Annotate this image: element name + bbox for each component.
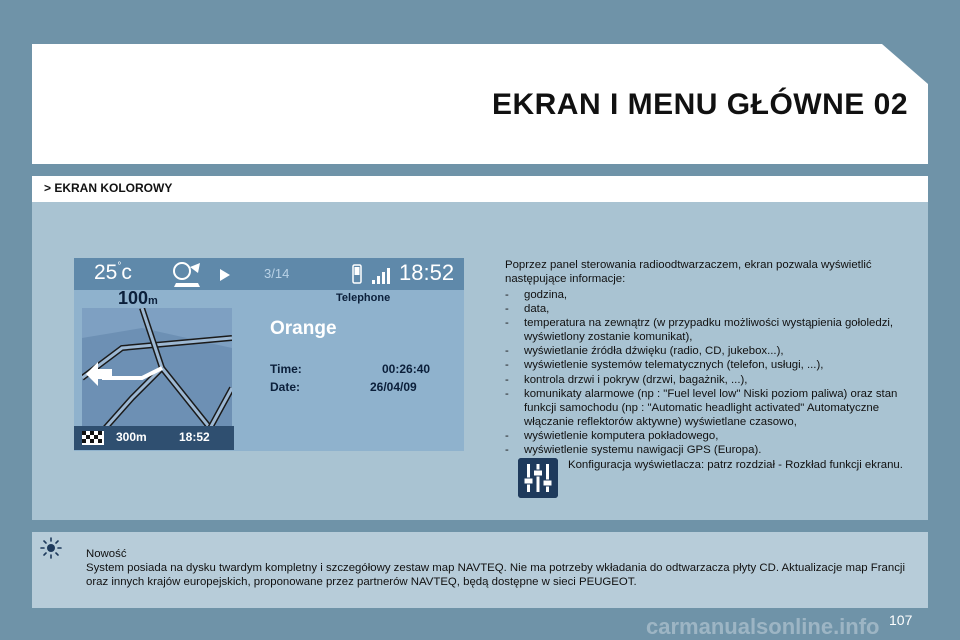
watermark: carmanualsonline.info [646, 614, 880, 639]
signal-icon [372, 266, 390, 284]
turn-arrow-icon [86, 362, 112, 386]
distance-unit: m [148, 295, 158, 307]
list-item: - wyświetlenie komputera pokładowego, [505, 429, 915, 443]
phone-icon [352, 264, 362, 284]
list-item: - wyświetlanie źródła dźwięku (radio, CD, jukebox...), [505, 344, 915, 358]
distance-value: 100 [118, 288, 149, 308]
page-number: 107 [889, 612, 913, 628]
screen-distance [118, 288, 158, 309]
screen-footer-time: 18:52 [179, 430, 210, 444]
list-item: - data, [505, 302, 915, 316]
sliders-icon [518, 458, 558, 498]
list-item: - wyświetlenie systemu nawigacji GPS (Europa). [505, 443, 915, 457]
screen-time-value: 00:26:40 [382, 362, 431, 376]
section-heading: > EKRAN KOLOROWY [44, 181, 173, 195]
page-title: EKRAN I MENU GŁÓWNE 02 [491, 88, 908, 121]
screen-footer-distance: 300m [116, 430, 147, 444]
checkered-flag-icon [82, 431, 104, 445]
screen-track-counter: 3/14 [264, 266, 290, 281]
screen-date-label: Date: [270, 380, 301, 394]
temperature-degree: ° [117, 261, 122, 272]
screen-source-label: Telephone [336, 292, 391, 304]
screen-temperature [94, 261, 132, 285]
list-item: - godzina, [505, 288, 915, 302]
list-item: - komunikaty alarmowe (np : "Fuel level low" Niski poziom paliwa) oraz stan funkcji samochodu (np : "Automatic headlight activated" Automatyczne włączanie reflektorów aktywne) wyświetlane czasowo, [505, 387, 915, 429]
feature-list [505, 288, 915, 457]
screen-clock: 18:52 [399, 260, 455, 285]
screen-operator: Orange [270, 318, 337, 339]
temperature-value: 25 [94, 261, 118, 284]
gps-icon [170, 261, 204, 289]
screen-time-label: Time: [270, 362, 302, 376]
list-item: - wyświetlenie systemów telematycznych (telefon, usługi, ...), [505, 358, 915, 372]
display-screen [74, 258, 464, 451]
play-icon [220, 269, 230, 281]
note-title: Nowość [86, 548, 127, 560]
note-text: System posiada na dysku twardym kompletny i szczegółowy zestaw map NAVTEQ. Nie ma potrzeby wkładania do odtwarzacza płyty CD. Aktualizacje map Francji oraz innych krajów europejskich, proponowane przez partnerów NAVTEQ, będą dostępne w sieci PEUGEOT. [86, 562, 905, 588]
config-note: Konfiguracja wyświetlacza: patrz rozdział - Rozkład funkcji ekranu. [568, 459, 903, 471]
temperature-unit: c [121, 261, 132, 284]
list-item: - kontrola drzwi i pokryw (drzwi, bagażnik, ...), [505, 373, 915, 387]
list-item: - temperatura na zewnątrz (w przypadku możliwości wystąpienia gołoledzi, wyświetlony zostanie komunikat), [505, 316, 915, 344]
sun-icon [40, 537, 62, 559]
intro-paragraph: Poprzez panel sterowania radioodtwarzaczem, ekran pozwala wyświetlić następujące informacje: [505, 259, 872, 286]
screen-date-value: 26/04/09 [370, 380, 417, 394]
